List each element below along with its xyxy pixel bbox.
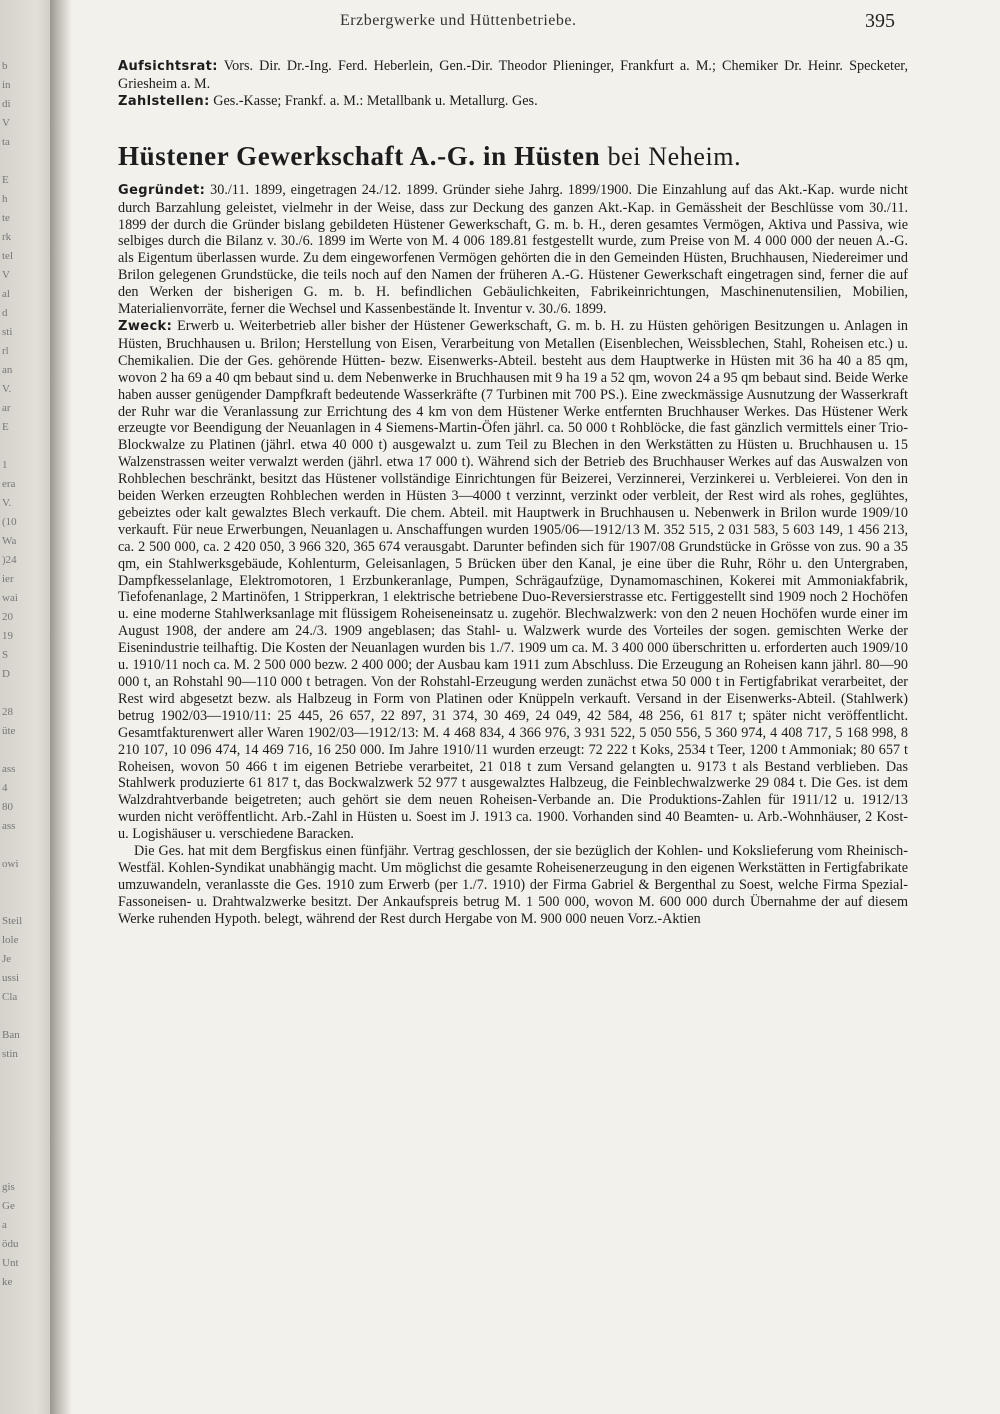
gegruendet-entry [118,182,908,318]
adjacent-page-fragment: in [2,79,11,91]
adjacent-page-fragment: Ge [2,1200,15,1212]
adjacent-page-fragment: a [2,1219,7,1231]
zahlstellen-text: Ges.-Kasse; Frankf. a. M.: Metallbank u. Metallurg. Ges. [213,92,538,109]
adjacent-page-fragment: era [2,478,16,490]
page-number: 395 [865,10,895,32]
running-head [72,8,1000,38]
adjacent-page-fragment: ass [2,763,16,775]
adjacent-page-fragment: lole [2,934,19,946]
aufsichtsrat-text: Vors. Dir. Dr.-Ing. Ferd. Heberlein, Gen.-Dir. Theodor Plieninger, Frankfurt a. M.; Chemiker Dr. Heinr. Specketer, Griesheim a. M. [118,58,908,92]
adjacent-page-fragment: sti [2,326,13,338]
adjacent-page-fragment: 80 [2,801,13,813]
adjacent-page-fragment: gis [2,1181,15,1193]
adjacent-page-fragment: di [2,98,11,110]
adjacent-page-fragment: ier [2,573,14,585]
adjacent-page-fragment: 19 [2,630,13,642]
adjacent-page-fragment: üte [2,725,16,737]
adjacent-page-fragment: rl [2,345,9,357]
adjacent-page-fragment: ar [2,402,11,414]
adjacent-page-fragment: V [2,117,10,129]
adjacent-page-fragment: V [2,269,10,281]
adjacent-page-fragment: D [2,668,10,680]
aufsichtsrat-entry [118,58,908,93]
adjacent-page-fragment: V. [2,497,12,509]
adjacent-page-fragment: E [2,421,9,433]
adjacent-page-fragment: te [2,212,10,224]
adjacent-page-fragment: Steil [2,915,23,927]
adjacent-page-fragment: 20 [2,611,13,623]
document-body [118,58,908,928]
adjacent-page-fragment: h [2,193,8,205]
adjacent-page-fragment: owi [2,858,19,870]
company-heading [118,141,908,172]
zweck-text: Erwerb u. Weiterbetrieb aller bisher der Hüstener Gewerkschaft, G. m. b. H. zu Hüsten gehörigen Besitzungen u. Anlagen in Hüsten, Bruchhausen u. Brilon; Herstellung von Eisen, Verarbeitung von Metallen (Eisenblechen, Weissblechen, Stahl, Roheisen etc.) u. Chemikalien. Die der Ges. gehörende Hütten- bezw. Eisenwerks-Abteil. besteht aus dem Hauptwerke in Hüsten mit 36 ha 40 a 85 qm, wovon 2 ha 69 a 40 qm bebaut sind u. dem Nebenwerke in Bruchhausen mit 9 ha 19 a 52 qm, wovon 24 a 95 qm bebaut sind. Beide Werke haben ausser genügender Dampfkraft bedeutende Wasserkräfte (7 Turbinen mit 700 PS.). Eine zweckmässige Ausnutzung der Wasserkraft der Ruhr war die Veranlassung zur Errichtung des 4 km von dem Hüstener Werke entfernten Bruchhauser Werkes. Das Hüstener Werk erzeugte vor Beendigung der Neuanlagen in 4 Siemens-Martin-Öfen jährl. ca. 50 000 t Rohblöcke, die fast gänzlich vermittels einer Trio-Blockwalze zu Platinen (jährl. etwa 40 000 t) ausgewalzt u. zum Teil zu Blechen in den Werkstätten zu Hüsten u. Bruchhausen u. 15 Walzenstrassen weiter verwalzt werden (jährl. etwa 17 000 t). Während sich der Betrieb des Bruchhauser Werkes auf das Auswalzen von Rohblechen beschränkt, besitzt das Hüstener vollständige Einrichtungen für Beizerei, Verzinnerei, Verzinkerei u. Verbleierei. Von den in beiden Werken erzeugten Rohblechen werden in Hüsten 3—4000 t verzinnt, verzinkt oder verbleit, der Rest wird als rohes, geglühtes, gebeiztes oder kalt gewalztes Blech verkauft. Die chem. Abteil. mit Hauptwerk in Bruchhausen u. Nebenwerk in Brilon wurde 1909/10 verkauft. Für neue Erwerbungen, Neuanlagen u. Anschaffungen wurden 1905/06—1912/13 M. 352 515, 2 031 583, 5 603 149, 1 456 213, ca. 2 500 000, ca. 2 420 050, 3 966 320, 365 674 verausgabt. Darunter befinden sich für 1907/08 Grundstücke in Grösse von zus. 90 a 35 qm, ein Stahlwerksgebäude, Kohlenturm, Geleisanlagen, 5 Brücken über den Kanal, je eine über die Ruhr, Röhr u. den Untergraben, Dampfkesselanlage, Elektromotoren, 1 Erzbunkeranlage, Pumpen, Schrägaufzüge, Dynamomaschinen, Kokerei mit Ammoniakfabrik, Tiefofenanlage, 2 Martinöfen, 1 Stripperkran, 1 elektrische betriebene Duo-Reversierstrasse etc. Fertiggestellt sind 1909 noch 2 Hochöfen u. eine moderne Stahlwerksanlage mit flüssigem Roheiseneinsatz u. zugehör. Blechwalzwerk: von den 2 neuen Hochöfen wurde einer im August 1908, der andere am 24./3. 1909 angeblasen; das Stahl- u. Walzwerk wurde des Vorteiles der sogen. gemischten Werke der Eisenindustrie teilhaftig. Die Kosten der Neuanlagen wurden bis 1./7. 1909 um ca. M. 3 400 000 überschritten u. erforderten auch 1909/10 u. 1910/11 noch ca. M. 2 500 000 bezw. 2 400 000; der Ausbau kam 1911 zum Abschluss. Die Erzeugung an Roheisen kann jährl. 80—90 000 t, an Rohstahl 90—110 000 t betragen. Von der Rohstahl-Erzeugung werden zunächst etwa 50 000 t in Fertigfabrikat verarbeitet, der Rest wird abgesetzt bezw. als Halbzeug in Form von Platinen oder Knüppeln verkauft. Versand in der Eisenwerks-Abteil. (Stahlwerk) betrug 1902/03—1910/11: 25 445, 26 657, 22 897, 31 374, 30 469, 24 049, 42 584, 48 256, 61 817 t; später nicht veröffentlicht. Gesamtfakturenwert aller Waren 1902/03—1912/13: M. 4 468 834, 4 366 976, 3 931 522, 5 050 556, 5 360 974, 4 408 717, 5 168 998, 8 210 107, 10 096 474, 14 469 716, 16 250 000. Im Jahre 1910/11 wurden erzeugt: 72 222 t Koks, 2534 t Teer, 1200 t Ammoniak; 80 657 t Roheisen, wovon 50 466 t im eigenen Betriebe verarbeitet, 21 018 t zum Versand gelangten u. 9173 t als Bestand verblieben. Das Stahlwerk produzierte 61 817 t, das Bockwalzwerk 52 977 t ausgewalztes Halbzeug, die Feinblechwalzwerke 29 084 t. Die Ges. ist dem Walzdrahtverbande beigetreten; auch gehört sie dem neuen Roheisen-Verbande an. Die Produktions-Zahlen für 1911/12 u. 1912/13 wurden nicht veröffentlicht. Arb.-Zahl in Hüsten u. Soest im J. 1913 ca. 1900. Vorhanden sind 40 Beamten- u. Arb.-Wohnhäuser, 2 Kost- u. Logishäuser u. verschiedene Baracken. [118,317,908,843]
adjacent-page-fragment: ussi [2,972,20,984]
adjacent-page-fragment: ta [2,136,10,148]
vertrag-paragraph: Die Ges. hat mit dem Bergfiskus einen fünfjähr. Vertrag geschlossen, der sie bezüglich der Kohlen- und Kokslieferung vom Rheinisch-Westfäl. Kohlen-Syndikat unabhängig macht. Um möglichst die gesamte Roheisenerzeugung in den eigenen Werkstätten in Fertigfabrikate umzuwandeln, veranlasste die Ges. 1910 zum Erwerb (per 1./7. 1910) der Firma Gabriel & Bergenthal zu Soest, welche Firma Spezial-Fassoneisen- u. Drahtwalzwerke besitzt. Der Ankaufspreis betrug M. 1 500 000, wovon M. 600 000 durch Übernahme der auf diesem Werke ruhenden Hypoth. belegt, während der Rest durch Hergabe von M. 900 000 neuen Vorz.-Aktien [118,843,908,927]
running-title: Erzbergwerke und Hüttenbetriebe. [340,12,577,29]
adjacent-page-fragment: an [2,364,13,376]
adjacent-page-fragment: Unt [2,1257,19,1269]
adjacent-page-fragment: Wa [2,535,17,547]
gegruendet-text: 30./11. 1899, eingetragen 24./12. 1899. Gründer siehe Jahrg. 1899/1900. Die Einzahlung auf das Akt.-Kap. wurde nicht durch Barzahlung geleistet, vielmehr in der Weise, dass zur Deckung des ganzen Akt.-Kap. in Gemässheit der Beschlüsse vom 30./11. 1899 der durch die Gründer bislang gebildeten Hüstener Gewerkschaft, G. m. b. H., deren gesamtes Vermögen, Aktiva und Passiva, wie selbiges durch die Bilanz v. 30./6. 1899 im Werte von M. 4 006 189.81 festgestellt wurde, zum Preise von M. 4 000 000 der neuen A.-G. als Eigentum überlassen wurde. Zu dem eingeworfenen Vermögen gehörten die in den Gemeinden Hüsten, Bruchhausen, Niedereimer und Brilon gelegenen Grundstücke, die teils noch auf den Namen der früheren A.-G. Hüstener Gewerkschaft eingetragen sind, ferner die auf den Werken der bisherigen G. m. b. H. befindlichen Gebäulichkeiten, Fabrikeinrichtungen, Maschinenutensilien, Mobilien, Materialienvorräte, ferner die Wechsel und Kassenbestände lt. Inventur v. 30./6. 1899. [118,181,908,318]
adjacent-page-fragment: (10 [2,516,17,528]
book-gutter [50,0,72,1414]
adjacent-page-fragment: wai [2,592,18,604]
adjacent-page-fragment: ödu [2,1238,19,1250]
adjacent-page-fragment: 1 [2,459,8,471]
adjacent-page-fragment: rk [2,231,12,243]
adjacent-page-fragment: E [2,174,9,186]
adjacent-page-fragment: ke [2,1276,13,1288]
adjacent-page-fragment: V. [2,383,12,395]
adjacent-page-fragment: 4 [2,782,8,794]
company-location-suffix: bei Neheim. [607,141,742,171]
zahlstellen-label: Zahlstellen: [118,93,210,109]
adjacent-page-fragment: S [2,649,9,661]
zweck-label: Zweck: [118,318,173,334]
zahlstellen-entry [118,93,908,111]
adjacent-page-fragment: 28 [2,706,13,718]
adjacent-page-fragment: Cla [2,991,18,1003]
gegruendet-label: Gegründet: [118,182,206,198]
adjacent-page-fragment: al [2,288,10,300]
company-name: Hüstener Gewerkschaft A.-G. in Hüsten [118,140,601,171]
adjacent-page-fragment: b [2,60,8,72]
adjacent-page-edge [0,0,52,1414]
adjacent-page-fragment: tel [2,250,13,262]
adjacent-page-fragment: )24 [2,554,17,566]
adjacent-page-fragment: Je [2,953,12,965]
adjacent-page-fragment: d [2,307,8,319]
adjacent-page-fragment: Ban [2,1029,20,1041]
aufsichtsrat-label: Aufsichtsrat: [118,59,218,74]
zweck-entry [118,318,908,843]
adjacent-page-fragment: stin [2,1048,18,1060]
adjacent-page-fragment: ass [2,820,16,832]
